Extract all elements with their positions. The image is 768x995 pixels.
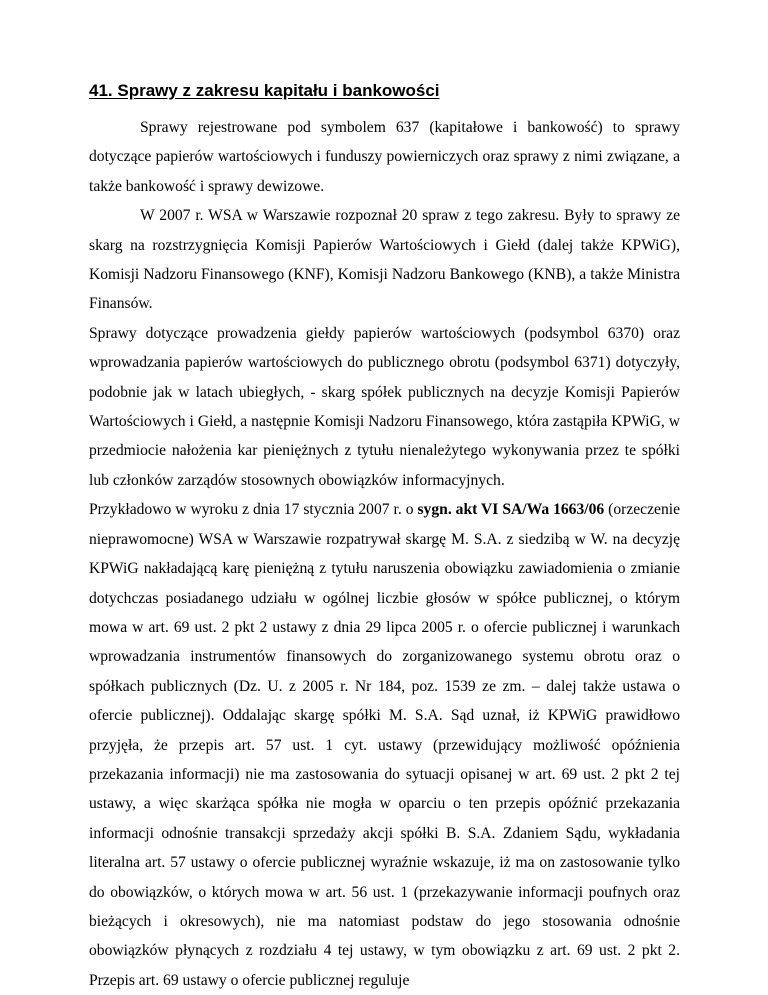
paragraph-judgment-example (89, 495, 680, 995)
paragraph-intro: Sprawy rejestrowane pod symbolem 637 (kapitałowe i bankowość) to sprawy dotyczące papierów wartościowych i funduszy powierniczych oraz sprawy z nimi związane, a także bankowość i sprawy dewizowe. (89, 119, 680, 195)
case-signature: sygn. akt VI SA/Wa 1663/06 (417, 501, 605, 519)
document-page (89, 80, 680, 995)
paragraph-stock-exchange-cases: Sprawy dotyczące prowadzenia giełdy papierów wartościowych (podsymbol 6370) oraz wprowadzania papierów wartościowych do publicznego obrotu (podsymbol 6371) dotyczyły, podobnie jak w latach ubiegłych, - skarg spółek publicznych na decyzje Komisji Papierów Wartościowych i Giełd, a następnie Komisji Nadzoru Finansowego, która zastąpiła KPWiG, w przedmiocie nałożenia kar pieniężnych z tytułu nienależytego wykonywania przez te spółki lub członków zarządów stosownych obowiązków informacyjnych. (89, 324, 680, 489)
paragraph-statistics: W 2007 r. WSA w Warszawie rozpoznał 20 spraw z tego zakresu. Były to sprawy ze skarg na rozstrzygnięcia Komisji Papierów Wartościowych i Giełd (dalej także KPWiG), Komisji Nadzoru Finansowego (KNF), Komisji Nadzoru Bankowego (KNB), a także Ministra Finansów. (89, 207, 680, 313)
section-heading: 41. Sprawy z zakresu kapitału i bankowości (89, 81, 440, 100)
judgment-intro-text: Przykładowo w wyroku z dnia 17 stycznia 2007 r. o (89, 501, 418, 519)
judgment-body-text: (orzeczenie nieprawomocne) WSA w Warszawie rozpatrywał skargę M. S.A. z siedzibą w W. na decyzję KPWiG nakładającą karę pieniężną z tytułu naruszenia obowiązku zawiadomienia o zmianie dotychczas posiadanego udziału w ogólnej liczbie głosów w spółce publicznej, o którym mowa w art. 69 ust. 2 pkt 2 ustawy z dnia 29 lipca 2005 r. o ofercie publicznej i warunkach wprowadzania instrumentów finansowych do zorganizowanego systemu obrotu oraz o spółkach publicznych (Dz. U. z 2005 r. Nr 184, poz. 1539 ze zm. – dalej także ustawa o ofercie publicznej). Oddalając skargę spółki M. S.A. Sąd uznał, iż KPWiG prawidłowo przyjęła, że przepis art. 57 ust. 1 cyt. ustawy (przewidujący możliwość opóźnienia przekazania informacji) nie ma zastosowania do sytuacji opisanej w art. 69 ust. 2 pkt 2 tej ustawy, a więc skarżąca spółka nie mogła w oparciu o ten przepis opóźnić przekazania informacji odnośnie transakcji sprzedaży akcji spółki B. S.A. Zdaniem Sądu, wykładania literalna art. 57 ustawy o ofercie publicznej wyraźnie wskazuje, iż ma on zastosowanie tylko do obowiązków, o których mowa w art. 56 ust. 1 (przekazywanie informacji poufnych oraz bieżących i okresowych), nie ma natomiast podstaw do jego stosowania odnośnie obowiązków płynących z rozdziału 4 tej ustawy, w tym obowiązku z art. 69 ust. 2 pkt 2. Przepis art. 69 ustawy o ofercie publicznej reguluje (89, 501, 680, 989)
